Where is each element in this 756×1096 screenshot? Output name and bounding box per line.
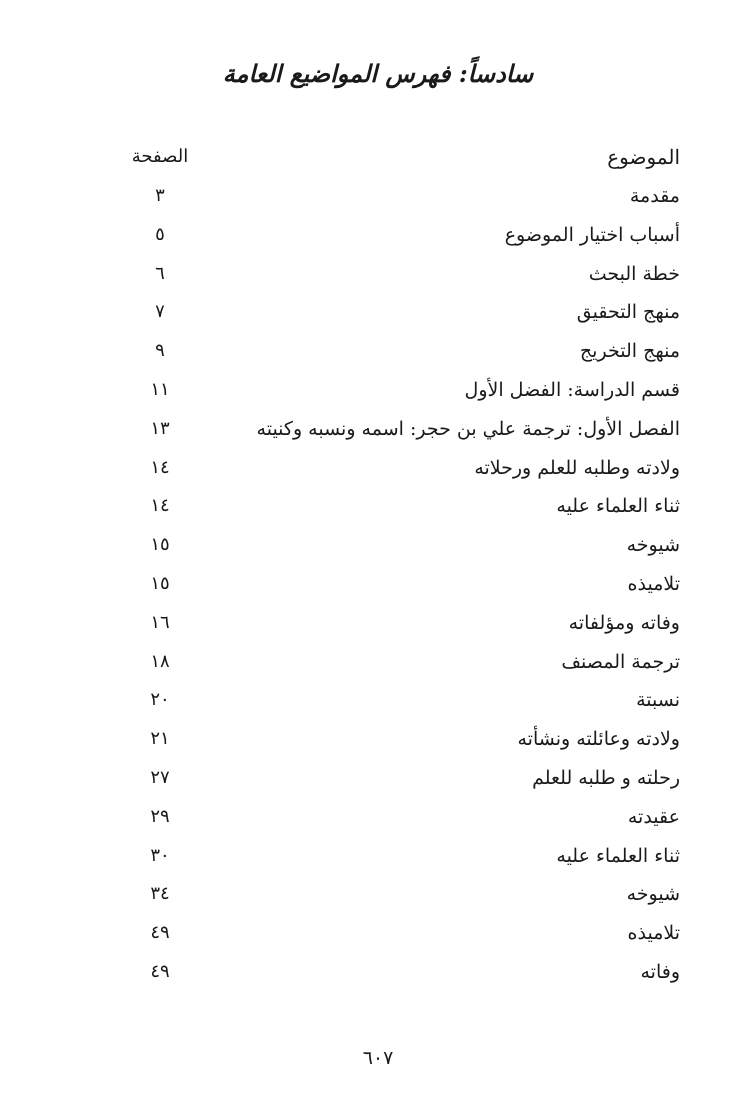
- toc-entry-page: ٢١: [150, 728, 170, 750]
- toc-entry-title: ترجمة المصنف: [561, 650, 680, 673]
- toc-entry-title: ولادته وطلبه للعلم ورحلاته: [474, 456, 680, 479]
- toc-entry-page: ٢٧: [150, 766, 170, 788]
- toc-row: [120, 490, 680, 529]
- toc-row: [120, 684, 680, 723]
- page-column-header: الصفحة: [131, 146, 189, 167]
- toc-entry-title: عقيدته: [627, 805, 680, 828]
- subject-column-header: الموضوع: [607, 145, 680, 169]
- toc-row: [120, 568, 680, 607]
- toc-row: [120, 219, 680, 258]
- toc-entry-title: نسبتة: [636, 689, 680, 712]
- toc-entry-title: الفصل الأول: ترجمة علي بن حجر: اسمه ونسبه وكنيته: [256, 417, 680, 440]
- toc-row: [120, 335, 680, 374]
- toc-entry-title: أسباب اختيار الموضوع: [504, 223, 680, 246]
- toc-entry-page: ١٦: [150, 611, 170, 633]
- toc-entry-page: ١٨: [150, 650, 170, 672]
- toc-entry-page: ١٤: [150, 456, 170, 478]
- toc-entry-page: ٣٠: [150, 844, 170, 866]
- toc-entry-title: تلاميذه: [627, 572, 680, 595]
- toc-row: [120, 607, 680, 646]
- toc-list: [120, 180, 680, 995]
- toc-entry-page: ٩: [155, 340, 165, 362]
- toc-row: [120, 762, 680, 801]
- toc-entry-page: ٤٩: [150, 960, 170, 982]
- toc-row: [120, 917, 680, 956]
- toc-row: [120, 296, 680, 335]
- toc-entry-title: وفاته ومؤلفاته: [568, 611, 680, 634]
- toc-row: [120, 180, 680, 219]
- table-header: [120, 142, 680, 172]
- toc-entry-title: خطة البحث: [588, 262, 680, 285]
- toc-entry-title: منهج التحقيق: [576, 301, 680, 324]
- toc-entry-page: ٥: [155, 223, 165, 245]
- toc-entry-page: ١٥: [150, 534, 170, 556]
- toc-entry-title: رحلته و طلبه للعلم: [532, 766, 680, 789]
- toc-entry-page: ٣٤: [150, 883, 170, 905]
- toc-entry-title: ثناء العلماء عليه: [556, 844, 680, 867]
- toc-entry-title: قسم الدراسة: الفضل الأول: [464, 378, 680, 401]
- toc-entry-page: ٣: [155, 185, 165, 206]
- toc-row: [120, 878, 680, 917]
- toc-entry-page: ٤٩: [150, 922, 170, 944]
- page-title: سادساً: فهرس المواضيع العامة: [222, 59, 534, 88]
- toc-entry-title: ولادته وعائلته ونشأته: [517, 728, 680, 751]
- page-number: ٦٠٧: [362, 1047, 394, 1069]
- toc-row: [120, 801, 680, 840]
- toc-entry-page: ١٥: [150, 572, 170, 594]
- toc-entry-title: منهج التخريج: [579, 340, 680, 363]
- toc-entry-title: شيوخه: [626, 534, 680, 557]
- toc-entry-page: ١١: [150, 378, 170, 400]
- toc-entry-title: شيوخه: [626, 883, 680, 906]
- toc-row: [120, 529, 680, 568]
- toc-row: [120, 840, 680, 879]
- toc-entry-title: وفاته: [640, 960, 680, 983]
- toc-entry-title: تلاميذه: [627, 922, 680, 945]
- toc-row: [120, 413, 680, 452]
- toc-entry-title: مقدمة: [629, 185, 680, 207]
- toc-entry-page: ١٤: [150, 495, 170, 517]
- toc-entry-page: ٢٩: [150, 805, 170, 827]
- toc-row: [120, 956, 680, 995]
- toc-row: [120, 723, 680, 762]
- toc-row: [120, 258, 680, 297]
- toc-row: [120, 452, 680, 491]
- toc-row: [120, 646, 680, 685]
- toc-entry-title: ثناء العلماء عليه: [556, 495, 680, 518]
- toc-entry-page: ٧: [155, 301, 165, 323]
- toc-row: [120, 374, 680, 413]
- toc-entry-page: ٢٠: [150, 689, 170, 711]
- toc-entry-page: ٦: [155, 262, 165, 284]
- toc-entry-page: ١٣: [150, 417, 170, 439]
